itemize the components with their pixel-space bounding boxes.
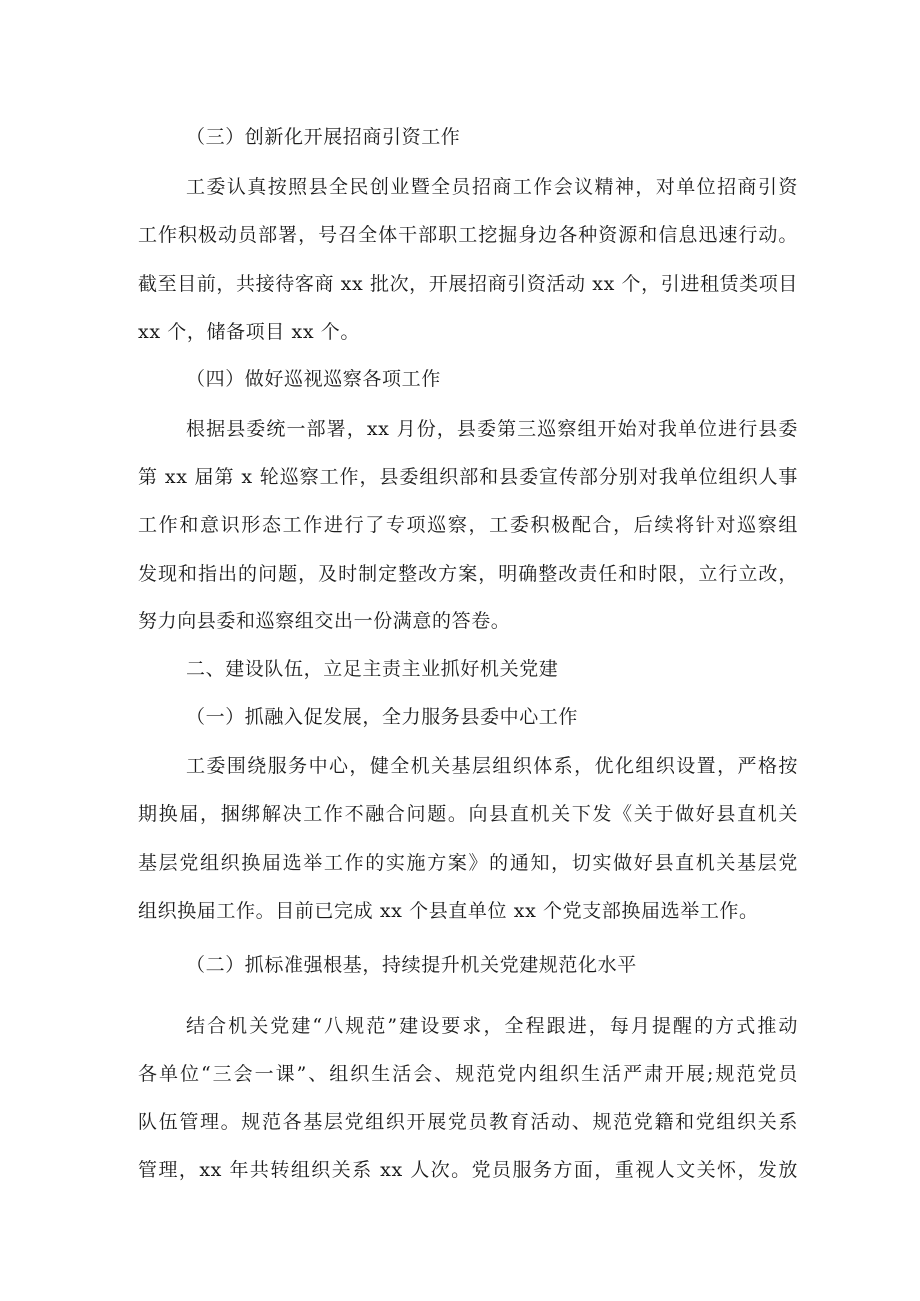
paragraph-line: 截至目前，共接待客商 xx 批次，开展招商引资活动 xx 个，引进租赁类项目 — [138, 273, 798, 295]
section-heading-san: （三）创新化开展招商引资工作 — [186, 126, 461, 148]
paragraph-line: 工作积极动员部署，号召全体干部职工挖掘身边各种资源和信息迅速行动。 — [138, 224, 798, 246]
section-heading-yi: （一）抓融入促发展，全力服务县委中心工作 — [186, 706, 579, 728]
paragraph-line: 结合机关党建“八规范”建设要求，全程跟进，每月提醒的方式推动 — [186, 1015, 798, 1037]
main-heading-er: 二、建设队伍，立足主责主业抓好机关党建 — [186, 658, 559, 680]
paragraph-line: xx 个，储备项目 xx 个。 — [138, 321, 360, 343]
section-heading-er-sub: （二）抓标准强根基，持续提升机关党建规范化水平 — [186, 954, 637, 976]
paragraph-line: 根据县委统一部署，xx 月份，县委第三巡察组开始对我单位进行县委 — [186, 418, 798, 440]
paragraph-line: 工委认真按照县全民创业暨全员招商工作会议精神，对单位招商引资 — [186, 176, 798, 198]
paragraph-line: 队伍管理。规范各基层党组织开展党员教育活动、规范党籍和党组织关系 — [138, 1111, 798, 1133]
paragraph-line: 管理，xx 年共转组织关系 xx 人次。党员服务方面，重视人文关怀，发放 — [138, 1159, 798, 1181]
paragraph-line: 基层党组织换届选举工作的实施方案》的通知，切实做好县直机关基层党 — [138, 852, 798, 874]
paragraph-line: 组织换届工作。目前已完成 xx 个县直单位 xx 个党支部换届选举工作。 — [138, 900, 759, 922]
paragraph-line: 第 xx 届第 x 轮巡察工作，县委组织部和县委宣传部分别对我单位组织人事 — [138, 466, 798, 488]
section-heading-si: （四）做好巡视巡察各项工作 — [186, 368, 441, 390]
paragraph-line: 期换届，捆绑解决工作不融合问题。向县直机关下发《关于做好县直机关 — [138, 803, 798, 825]
paragraph-line: 各单位“三会一课”、组织生活会、规范党内组织生活严肃开展;规范党员 — [138, 1063, 798, 1085]
paragraph-line: 工委围绕服务中心，健全机关基层组织体系，优化组织设置，严格按 — [186, 755, 798, 777]
paragraph-line: 发现和指出的问题，及时制定整改方案，明确整改责任和时限，立行立改， — [138, 563, 798, 585]
paragraph-line: 工作和意识形态工作进行了专项巡察，工委积极配合，后续将针对巡察组 — [138, 514, 798, 536]
paragraph-line: 努力向县委和巡察组交出一份满意的答卷。 — [138, 610, 511, 632]
